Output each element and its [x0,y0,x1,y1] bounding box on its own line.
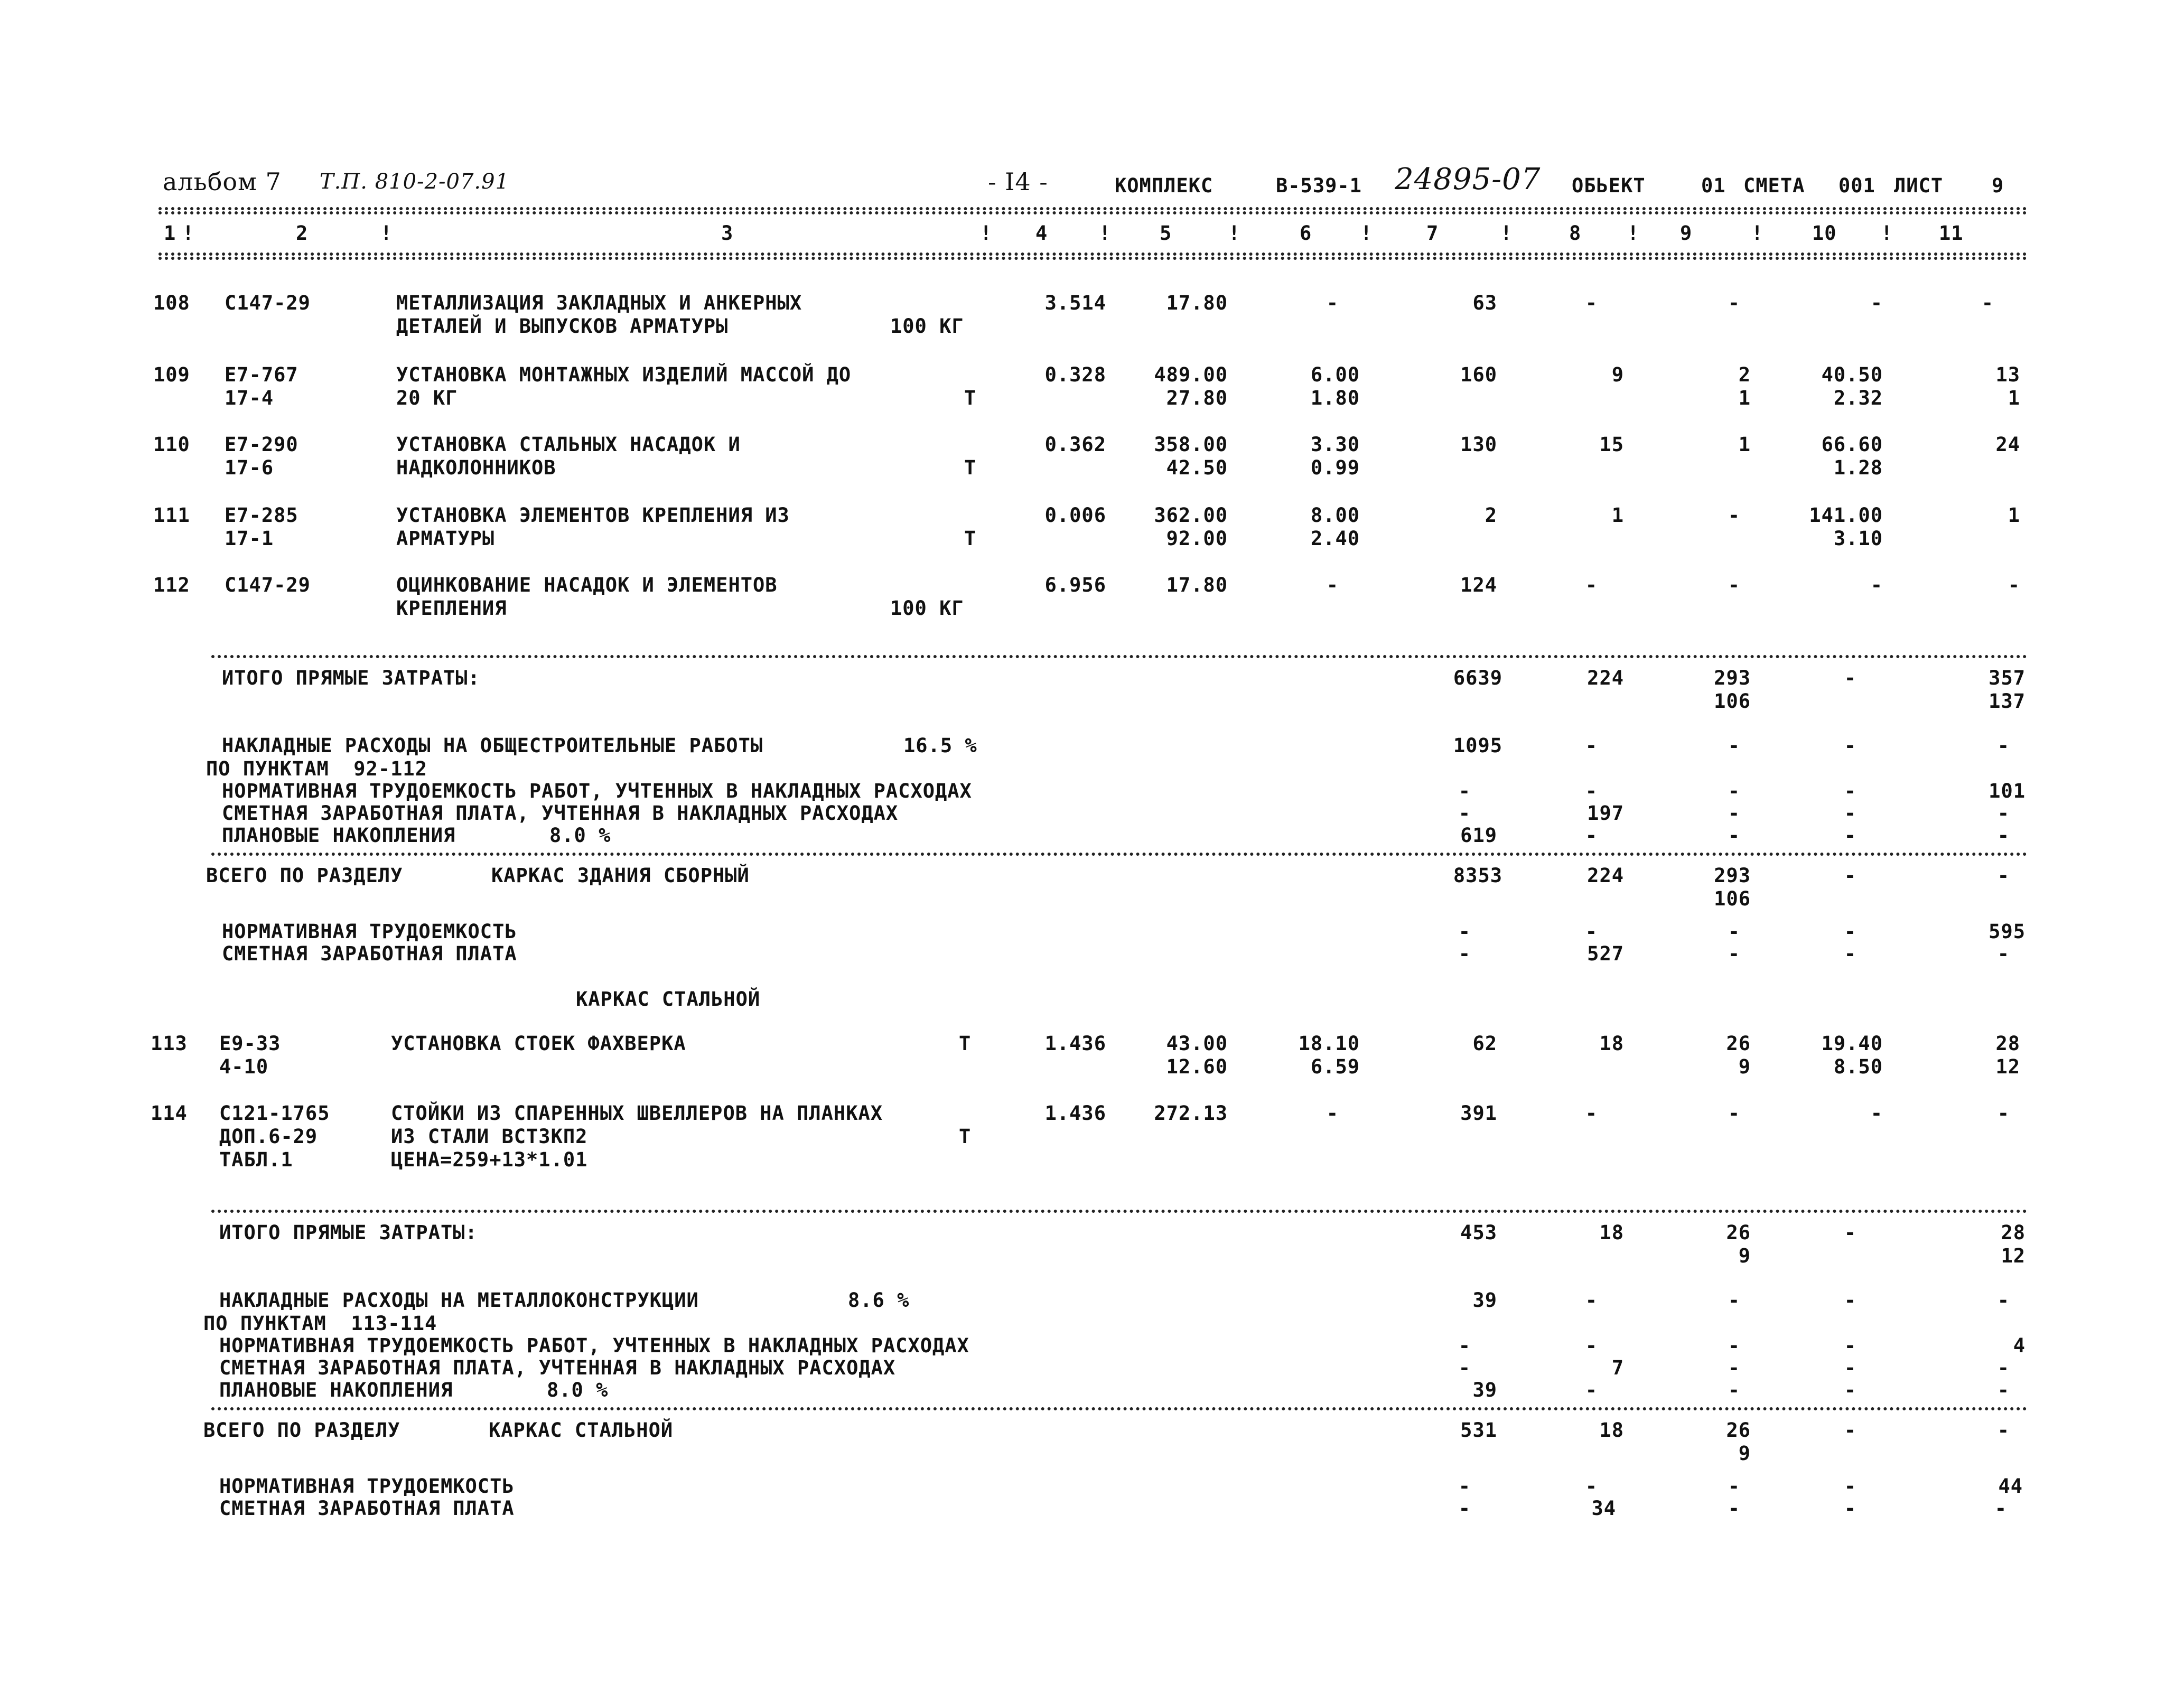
estimate-number: 001 [1838,174,1875,197]
cell-col10: 1.28 [1833,456,1883,479]
overhead-col11: - [1997,734,2010,757]
norm-labor-col11: 44 [1998,1475,2023,1498]
planned-savings-col11: - [1997,824,2010,847]
cell-col10: 40.50 [1821,363,1883,386]
cell-col7: 130 [1460,433,1497,456]
cell-col7: 124 [1460,574,1497,596]
row-unit: Т [964,387,977,409]
column-header-10: 10 [1812,222,1837,245]
section-total-col9: 26 [1726,1419,1751,1442]
direct-col11: 12 [2001,1245,2026,1267]
row-description: НАДКОЛОННИКОВ [396,456,556,479]
wage-overhead-col7: - [1458,1356,1471,1379]
cell-col9: - [1728,1102,1740,1125]
cell-col6: 18.10 [1298,1032,1360,1055]
row-unit: Т [964,527,977,550]
section-total-col8: 224 [1587,864,1624,887]
album-label: альбом 7 [163,167,282,196]
section-title: КАРКАС СТАЛЬНОЙ [576,988,761,1011]
sheet-number: 9 [1992,174,2004,197]
overhead-col7: 39 [1472,1289,1497,1312]
summary-rule [211,1407,2028,1410]
row-unit: Т [959,1032,972,1055]
direct-col9: 26 [1726,1221,1751,1244]
cell-col9: 26 [1726,1032,1751,1055]
overhead-col9: - [1728,734,1740,757]
section-total-col7: 8353 [1453,864,1502,887]
wage-col8: 527 [1587,942,1624,965]
cell-col6: 1.80 [1310,387,1360,409]
row-code: С147-29 [225,574,311,596]
col-sep: ! [980,222,993,245]
cell-col9: - [1728,504,1740,527]
wage-col9: - [1728,1497,1740,1520]
cell-col4: 0.362 [1044,433,1106,456]
wage-col7: - [1458,1497,1471,1520]
col-sep: ! [380,222,393,245]
direct-col9: 293 [1714,667,1751,689]
wage-col10: - [1844,942,1856,965]
cell-col7: 63 [1472,292,1497,314]
planned-savings-percent: 8.0 % [549,824,611,847]
norm-labor-col8: - [1585,920,1598,943]
section-total-col9: 293 [1714,864,1751,887]
cell-col5: 358.00 [1154,433,1228,456]
overhead-col10: - [1844,734,1856,757]
wage-overhead-label: СМЕТНАЯ ЗАРАБОТНАЯ ПЛАТА, УЧТЕННАЯ В НАКЛАДНЫХ РАСХОДАХ [219,1356,896,1379]
col-sep: ! [182,222,195,245]
labor-overhead-col11: 4 [2013,1334,2026,1357]
cell-col5: 27.80 [1166,387,1228,409]
section-total-col9: 9 [1738,1442,1751,1465]
wage-overhead-label: СМЕТНАЯ ЗАРАБОТНАЯ ПЛАТА, УЧТЕННАЯ В НАКЛАДНЫХ РАСХОДАХ [222,802,899,825]
labor-overhead-col10: - [1844,1334,1856,1357]
labor-overhead-col9: - [1728,1334,1740,1357]
planned-savings-col7: 39 [1472,1379,1497,1401]
cell-col9: 1 [1738,433,1751,456]
overhead-percent: 16.5 % [903,734,977,757]
cell-col6: 0.99 [1310,456,1360,479]
row-unit: 100 КГ [890,597,964,620]
cell-col9: - [1728,292,1740,314]
cell-col6: - [1326,574,1339,596]
cell-col10: - [1870,574,1883,596]
col-sep: ! [1751,222,1764,245]
section-name: КАРКАС ЗДАНИЯ СБОРНЫЙ [491,864,750,887]
cell-col5: 12.60 [1166,1055,1228,1078]
cell-col6: 6.59 [1310,1055,1360,1078]
row-code: 17-4 [225,387,274,409]
wage-col9: - [1728,942,1740,965]
row-number: 112 [153,574,190,596]
row-description: АРМАТУРЫ [396,527,495,550]
labor-overhead-label: НОРМАТИВНАЯ ТРУДОЕМКОСТЬ РАБОТ, УЧТЕННЫХ В НАКЛАДНЫХ РАСХОДАХ [222,780,972,802]
cell-col10: 8.50 [1833,1055,1883,1078]
col-sep: ! [1881,222,1893,245]
cell-col5: 272.13 [1154,1102,1228,1125]
row-code: Е9-33 [219,1032,281,1055]
cell-col9: 1 [1738,387,1751,409]
column-header-4: 4 [1035,222,1048,245]
column-header-5: 5 [1160,222,1172,245]
section-total-col10: - [1844,1419,1856,1442]
cell-col11: 1 [2008,387,2020,409]
row-description: УСТАНОВКА СТОЕК ФАХВЕРКА [391,1032,686,1055]
row-code: Е7-767 [225,363,298,386]
planned-savings-col8: - [1585,824,1598,847]
planned-savings-col9: - [1728,824,1740,847]
section-total-col7: 531 [1460,1419,1497,1442]
sheet-label: ЛИСТ [1894,174,1944,197]
planned-savings-col8: - [1585,1379,1598,1401]
norm-labor-col9: - [1728,920,1740,943]
section-total-col11: - [1997,1419,2010,1442]
column-header-8: 8 [1569,222,1582,245]
row-description: ОЦИНКОВАНИЕ НАСАДОК И ЭЛЕМЕНТОВ [396,574,778,596]
cell-col8: - [1585,292,1598,314]
wage-col10: - [1844,1497,1856,1520]
cell-col6: 8.00 [1310,504,1360,527]
row-description: СТОЙКИ ИЗ СПАРЕННЫХ ШВЕЛЛЕРОВ НА ПЛАНКАХ [391,1102,883,1125]
cell-col10: 141.00 [1809,504,1883,527]
cell-col9: 2 [1738,363,1751,386]
cell-col5: 42.50 [1166,456,1228,479]
wage-overhead-col11: - [1997,802,2010,825]
direct-costs-label: ИТОГО ПРЯМЫЕ ЗАТРАТЫ: [219,1221,478,1244]
norm-labor-col10: - [1844,1475,1856,1498]
estimate-label: СМЕТА [1743,174,1805,197]
cell-col4: 1.436 [1044,1032,1106,1055]
cell-col8: 9 [1611,363,1624,386]
column-header-9: 9 [1680,222,1693,245]
direct-col11: 357 [1989,667,2026,689]
header-rule-top [158,207,2028,210]
row-code: Е7-290 [225,433,298,456]
row-number: 113 [151,1032,188,1055]
col-sep: ! [1099,222,1112,245]
section-total-col9: 106 [1714,887,1751,910]
direct-col11: 28 [2001,1221,2026,1244]
row-description: УСТАНОВКА СТАЛЬНЫХ НАСАДОК И [396,433,741,456]
cell-col5: 17.80 [1166,574,1228,596]
section-total-label: ВСЕГО ПО РАЗДЕЛУ [206,864,403,887]
overhead-col11: - [1997,1289,2010,1312]
norm-labor-col7: - [1458,920,1471,943]
wage-overhead-col7: - [1458,802,1471,825]
cell-col11: 12 [1995,1055,2020,1078]
direct-costs-label: ИТОГО ПРЯМЫЕ ЗАТРАТЫ: [222,667,480,689]
cell-col4: 0.328 [1044,363,1106,386]
wage-col8: 34 [1591,1497,1616,1520]
cell-col10: 3.10 [1833,527,1883,550]
cell-col10: 66.60 [1821,433,1883,456]
row-code: С121-1765 [219,1102,330,1125]
cell-col10: - [1870,1102,1883,1125]
cell-col7: 160 [1460,363,1497,386]
column-header-11: 11 [1939,222,1964,245]
column-header-3: 3 [721,222,734,245]
object-label: ОБЬЕКТ [1572,174,1646,197]
norm-labor-col7: - [1458,1475,1471,1498]
wage-overhead-col9: - [1728,1356,1740,1379]
direct-col8: 18 [1599,1221,1624,1244]
labor-overhead-label: НОРМАТИВНАЯ ТРУДОЕМКОСТЬ РАБОТ, УЧТЕННЫХ В НАКЛАДНЫХ РАСХОДАХ [219,1334,969,1357]
cell-col7: 391 [1460,1102,1497,1125]
overhead-percent: 8.6 % [848,1289,910,1312]
wage-overhead-col9: - [1728,802,1740,825]
cell-col5: 43.00 [1166,1032,1228,1055]
row-description: КРЕПЛЕНИЯ [396,597,507,620]
overhead-col7: 1095 [1453,734,1502,757]
column-header-1: 1 [164,222,176,245]
section-total-col8: 18 [1599,1419,1624,1442]
norm-labor-label: НОРМАТИВНАЯ ТРУДОЕМКОСТЬ [222,920,517,943]
items-range: ПО ПУНКТАМ 92-112 [206,757,427,780]
row-code: С147-29 [225,292,311,314]
col-sep: ! [1627,222,1640,245]
planned-savings-col10: - [1844,1379,1856,1401]
overhead-col8: - [1585,1289,1598,1312]
column-header-2: 2 [296,222,309,245]
overhead-col10: - [1844,1289,1856,1312]
cell-col6: - [1326,292,1339,314]
cell-col5: 17.80 [1166,292,1228,314]
object-number: 01 [1701,174,1726,197]
labor-overhead-col8: - [1585,1334,1598,1357]
header-rule-bottom-2 [158,257,2028,260]
cell-col11: 1 [2008,504,2020,527]
row-description: 20 КГ [396,387,458,409]
row-number: 110 [153,433,190,456]
row-description: ИЗ СТАЛИ ВСТ3КП2 [391,1125,588,1148]
wage-overhead-col10: - [1844,802,1856,825]
labor-overhead-col7: - [1458,780,1471,802]
cell-col8: - [1585,574,1598,596]
planned-savings-col9: - [1728,1379,1740,1401]
cell-col6: 6.00 [1310,363,1360,386]
wage-overhead-col11: - [1997,1356,2010,1379]
overhead-label: НАКЛАДНЫЕ РАСХОДЫ НА ОБЩЕСТРОИТЕЛЬНЫЕ РАБОТЫ [222,734,763,757]
direct-col7: 453 [1460,1221,1497,1244]
row-code: ДОП.6-29 [219,1125,318,1148]
planned-savings-label: ПЛАНОВЫЕ НАКОПЛЕНИЯ [219,1379,453,1401]
planned-savings-col7: 619 [1460,824,1497,847]
cell-col11: 28 [1995,1032,2020,1055]
wage-overhead-col10: - [1844,1356,1856,1379]
album-code: Т.П. 810-2-07.91 [320,170,510,194]
labor-overhead-col8: - [1585,780,1598,802]
row-description: ЦЕНА=259+13*1.01 [391,1148,588,1171]
row-unit: Т [959,1125,972,1148]
wage-col7: - [1458,942,1471,965]
wage-label: СМЕТНАЯ ЗАРАБОТНАЯ ПЛАТА [222,942,517,965]
row-number: 108 [153,292,190,314]
cell-col4: 1.436 [1044,1102,1106,1125]
direct-col10: - [1844,667,1856,689]
cell-col11: 24 [1995,433,2020,456]
cell-col7: 2 [1485,504,1497,527]
summary-rule [211,655,2028,658]
overhead-label: НАКЛАДНЫЕ РАСХОДЫ НА МЕТАЛЛОКОНСТРУКЦИИ [219,1289,699,1312]
col-sep: ! [1360,222,1373,245]
cell-col6: 3.30 [1310,433,1360,456]
cell-col11: - [2008,574,2020,596]
column-header-7: 7 [1426,222,1439,245]
row-number: 114 [151,1102,188,1125]
planned-savings-percent: 8.0 % [547,1379,609,1401]
row-description: УСТАНОВКА ЭЛЕМЕНТОВ КРЕПЛЕНИЯ ИЗ [396,504,790,527]
complex-label: КОМПЛЕКС [1115,174,1214,197]
cell-col10: 2.32 [1833,387,1883,409]
cell-col11: 13 [1995,363,2020,386]
planned-savings-col10: - [1844,824,1856,847]
norm-labor-col10: - [1844,920,1856,943]
complex-code: В-539-1 [1276,174,1362,197]
cell-col10: - [1870,292,1883,314]
row-code: 17-1 [225,527,274,550]
wage-overhead-col8: 7 [1611,1356,1624,1379]
cell-col8: 18 [1599,1032,1624,1055]
cell-col4: 6.956 [1044,574,1106,596]
cell-col11: - [1997,1102,2010,1125]
direct-col8: 224 [1587,667,1624,689]
row-description: МЕТАЛЛИЗАЦИЯ ЗАКЛАДНЫХ И АНКЕРНЫХ [396,292,802,314]
labor-overhead-col9: - [1728,780,1740,802]
cell-col9: 9 [1738,1055,1751,1078]
row-description: ДЕТАЛЕЙ И ВЫПУСКОВ АРМАТУРЫ [396,315,729,338]
cell-col7: 62 [1472,1032,1497,1055]
handwritten-number: 24895-07 [1395,162,1541,197]
col-sep: ! [1500,222,1513,245]
row-number: 109 [153,363,190,386]
norm-labor-col11: 595 [1989,920,2026,943]
row-number: 111 [153,504,190,527]
wage-label: СМЕТНАЯ ЗАРАБОТНАЯ ПЛАТА [219,1497,515,1520]
overhead-col9: - [1728,1289,1740,1312]
summary-rule [211,1210,2028,1213]
cell-col4: 3.514 [1044,292,1106,314]
planned-savings-label: ПЛАНОВЫЕ НАКОПЛЕНИЯ [222,824,456,847]
cell-col8: 1 [1611,504,1624,527]
header-rule-top-2 [158,211,2028,214]
cell-col10: 19.40 [1821,1032,1883,1055]
wage-col11: - [1994,1497,2007,1520]
direct-col11: 137 [1989,690,2026,713]
cell-col4: 0.006 [1044,504,1106,527]
direct-col9: 9 [1738,1245,1751,1267]
cell-col5: 362.00 [1154,504,1228,527]
row-code: Е7-285 [225,504,298,527]
cell-col6: - [1326,1102,1339,1125]
cell-col5: 92.00 [1166,527,1228,550]
column-header-6: 6 [1300,222,1312,245]
overhead-col8: - [1585,734,1598,757]
labor-overhead-col10: - [1844,780,1856,802]
direct-col10: - [1844,1221,1856,1244]
cell-col8: - [1585,1102,1598,1125]
header-rule-bottom [158,252,2028,256]
row-code: 17-6 [225,456,274,479]
row-code: 4-10 [219,1055,269,1078]
direct-col9: 106 [1714,690,1751,713]
cell-col6: 2.40 [1310,527,1360,550]
section-total-col10: - [1844,864,1856,887]
section-total-col11: - [1997,864,2010,887]
row-code: ТАБЛ.1 [219,1148,293,1171]
row-description: УСТАНОВКА МОНТАЖНЫХ ИЗДЕЛИЙ МАССОЙ ДО [396,363,852,386]
labor-overhead-col11: 101 [1989,780,2026,802]
col-sep: ! [1228,222,1241,245]
section-name: КАРКАС СТАЛЬНОЙ [489,1419,674,1442]
cell-col11: - [1981,292,1994,314]
items-range: ПО ПУНКТАМ 113-114 [203,1312,437,1335]
norm-labor-label: НОРМАТИВНАЯ ТРУДОЕМКОСТЬ [219,1475,515,1498]
page-number: - I4 - [988,167,1048,196]
cell-col5: 489.00 [1154,363,1228,386]
cell-col9: - [1728,574,1740,596]
direct-col7: 6639 [1453,667,1502,689]
row-unit: 100 КГ [890,315,964,338]
wage-overhead-col8: 197 [1587,802,1624,825]
summary-rule [211,853,2028,856]
row-unit: Т [964,456,977,479]
section-total-label: ВСЕГО ПО РАЗДЕЛУ [203,1419,400,1442]
norm-labor-col8: - [1585,1475,1598,1498]
labor-overhead-col7: - [1458,1334,1471,1357]
wage-col11: - [1997,942,2010,965]
planned-savings-col11: - [1997,1379,2010,1401]
cell-col8: 15 [1599,433,1624,456]
norm-labor-col9: - [1728,1475,1740,1498]
